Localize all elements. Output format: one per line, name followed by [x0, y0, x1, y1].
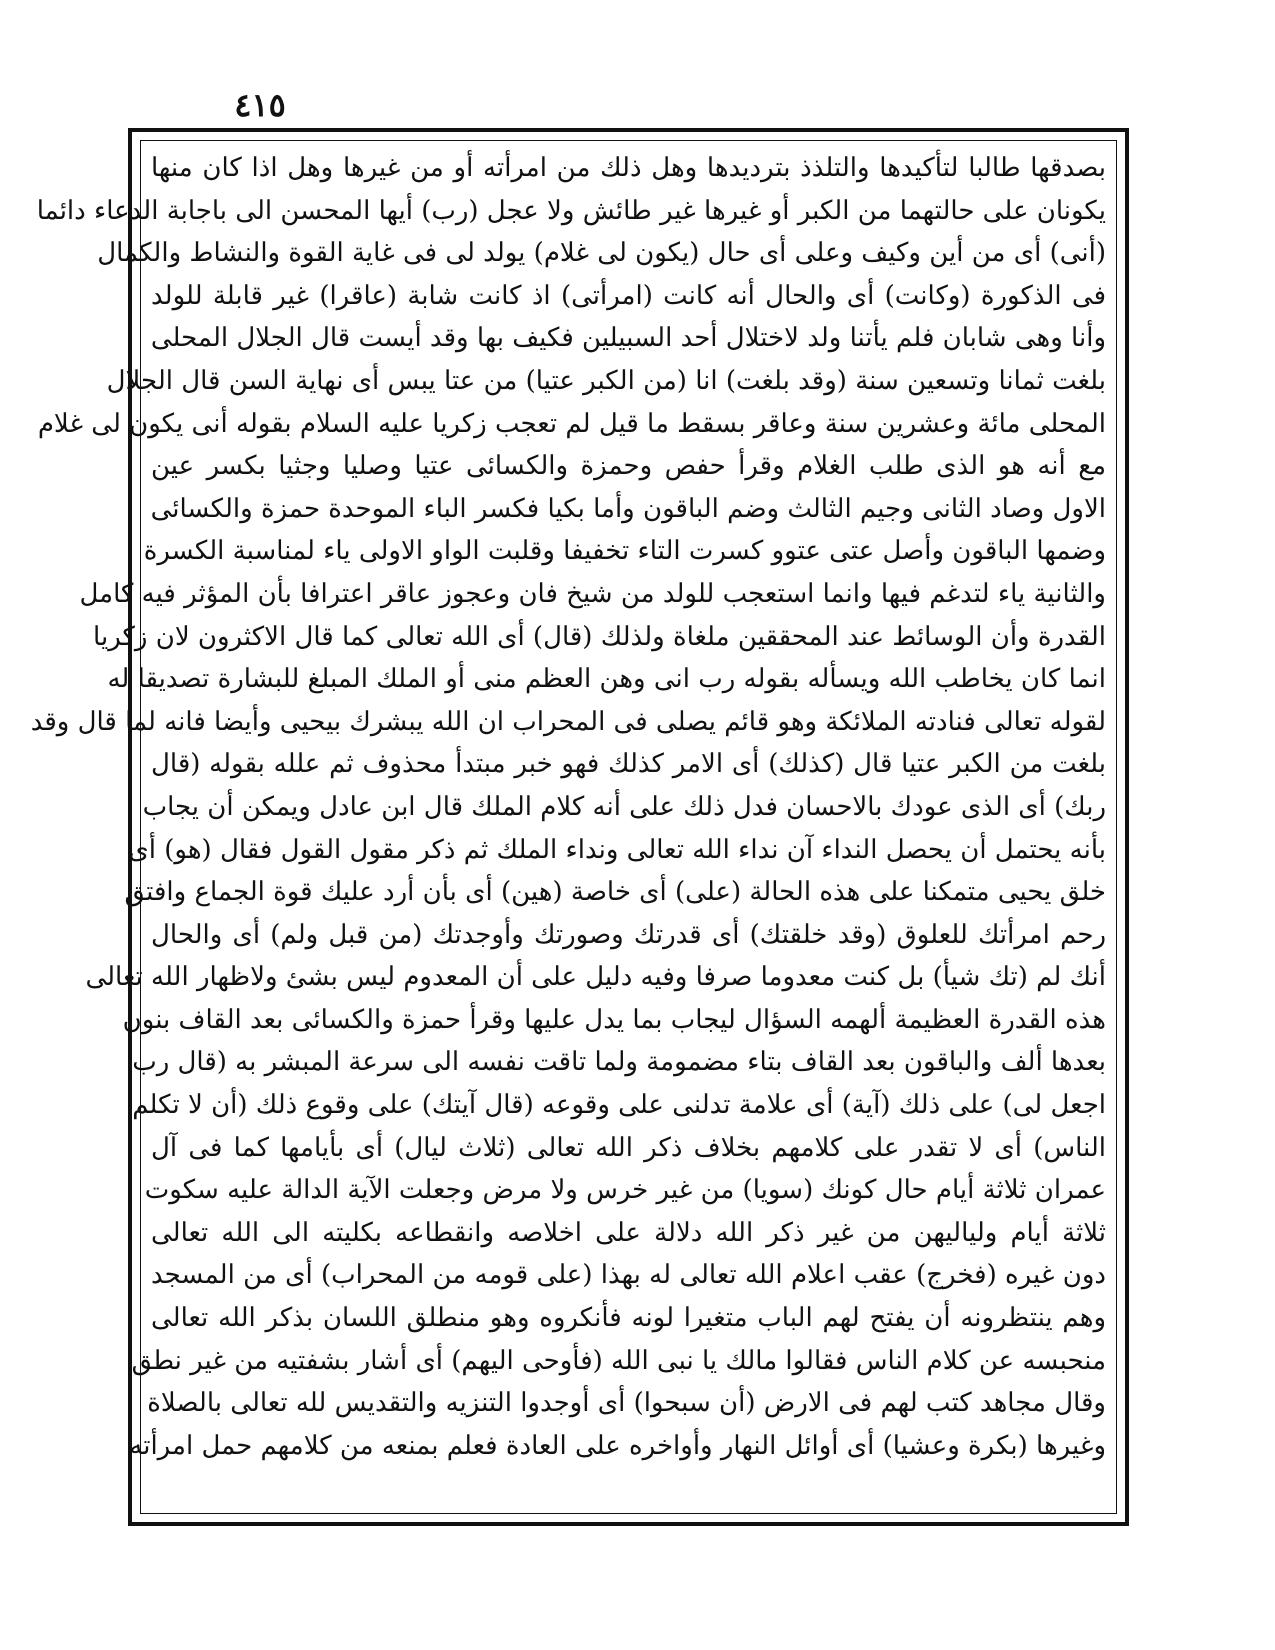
text-line: وضمها الباقون وأصل عتى عتوو كسرت التاء تخفيفا وقلبت الواو الاولى ياء لمناسبة الكسرة — [143, 536, 1106, 567]
text-line: ربك) أى الذى عودك بالاحسان فدل ذلك على أنه كلام الملك قال ابن عادل ويمكن أن يجاب — [142, 791, 1106, 822]
text-line: الاول وصاد الثانى وجيم الثالث وضم الباقون وأما بكيا فكسر الباء الموحدة حمزة والكسائى — [150, 493, 1106, 524]
text-line: بعدها ألف والباقون بعد القاف بتاء مضمومة ولما تاقت نفسه الى سرعة المبشر به (قال رب — [132, 1047, 1106, 1078]
page-number: ٤١٥ — [234, 86, 286, 124]
text-line: مع أنه هو الذى طلب الغلام وقرأ حفص وحمزة والكسائى عتيا وصليا وجثيا بكسر عين — [151, 451, 1106, 482]
text-frame — [30, 140, 1117, 1514]
text-line: وهم ينتظرونه أن يفتح لهم الباب متغيرا لونه فأنكروه وهو منطلق اللسان بذكر الله تعالى — [151, 1303, 1106, 1334]
text-line: هذه القدرة العظيمة ألهمه السؤال ليجاب بما يدل عليها وقرأ حمزة والكسائى بعد القاف بنون — [122, 1004, 1106, 1035]
text-line: منحبسه عن كلام الناس فقالوا مالك يا نبى الله (فأوحى اليهم) أى أشار بشفتيه من غير نطق — [131, 1345, 1106, 1376]
text-line: يكونان على حالتهما من الكبر أو غيرها غير طائش ولا عجل (رب) أيها المحسن الى باجابة الدعاء دائما — [36, 195, 1106, 226]
text-line: أنك لم (تك شيأ) بل كنت معدوما صرفا وفيه دليل على أن المعدوم ليس بشئ ولاظهار الله تعالى — [85, 962, 1106, 993]
text-line: بلغت ثمانا وتسعين سنة (وقد بلغت) انا (من الكبر عتيا) من عتا يبس أى نهاية السن قال الجلال — [106, 365, 1106, 396]
text-line: والثانية ياء لتدغم فيها وانما استعجب للولد من شيخ فان وعجوز عاقر اعترافا بأن المؤثر فيه كامل — [79, 578, 1106, 609]
text-line: دون غيره (فخرج) عقب اعلام الله تعالى له بهذا (على قومه من المحراب) أى من المسجد — [151, 1260, 1106, 1291]
text-line: بلغت من الكبر عتيا قال (كذلك) أى الامر كذلك فهو خبر مبتدأ محذوف ثم علله بقوله (قال — [151, 749, 1106, 780]
text-line: رحم امرأتك للعلوق (وقد خلقتك) أى قدرتك وصورتك وأوجدتك (من قبل ولم) أى والحال — [151, 919, 1106, 950]
text-line: (أنى) أى من أين وكيف وعلى أى حال (يكون لى غلام) يولد لى فى غاية القوة والنشاط والكمال — [97, 238, 1106, 269]
text-line: اجعل لى) على ذلك (آية) أى علامة تدلنى على وقوعه (قال آيتك) على وقوع ذلك (أن لا تكلم — [132, 1090, 1106, 1121]
text-line: المحلى مائة وعشرين سنة وعاقر بسقط ما قيل لم تعجب زكريا عليه السلام بقوله أنى يكون لى غلام — [37, 408, 1106, 439]
text-line: عمران ثلاثة أيام حال كونك (سويا) من غير خرس ولا مرض وجعلت الآية الدالة عليه سكوت — [144, 1175, 1106, 1206]
text-line: خلق يحيى متمكنا على هذه الحالة (على) أى خاصة (هين) أى بأن أرد عليك قوة الجماع وافتق — [124, 877, 1106, 908]
text-line: ثلاثة أيام ولياليهن من غير ذكر الله دلالة على اخلاصه وانقطاعه بكليته الى الله تعالى — [151, 1217, 1106, 1248]
text-line: بأنه يحتمل أن يحصل النداء آن نداء الله تعالى ونداء الملك ثم ذكر مقول القول فقال (هو) أى — [128, 834, 1106, 865]
text-line: الناس) أى لا تقدر على كلامهم بخلاف ذكر الله تعالى (ثلاث ليال) أى بأيامها كما فى آل — [151, 1132, 1106, 1163]
text-line: بصدقها طالبا لتأكيدها والتلذذ بترديدها وهل ذلك من امرأته أو من غيرها وهل اذا كان منها — [151, 153, 1106, 183]
text-line: فى الذكورة (وكانت) أى والحال أنه كانت (امرأتى) اذ كانت شابة (عاقرا) غير قابلة للولد — [151, 280, 1106, 311]
text-line: انما كان يخاطب الله ويسأله بقوله رب انى وهن العظم منى أو الملك المبلغ للبشارة تصديقا له — [107, 664, 1106, 695]
text-body — [30, 147, 1106, 1467]
text-line: وغيرها (بكرة وعشيا) أى أوائل النهار وأواخره على العادة فعلم بمنعه من كلامهم حمل امرأته — [129, 1430, 1106, 1461]
text-line: القدرة وأن الوسائط عند المحققين ملغاة ولذلك (قال) أى الله تعالى كما قال الاكثرون لان زكريا — [93, 621, 1106, 652]
text-line: لقوله تعالى فنادته الملائكة وهو قائم يصلى فى المحراب ان الله يبشرك بيحيى وأيضا فانه لما قال وقد — [30, 706, 1106, 737]
text-line: وأنا وهى شابان فلم يأتنا ولد لاختلال أحد السبيلين فكيف بها وقد أيست قال الجلال المحلى — [150, 323, 1106, 354]
text-line: وقال مجاهد كتب لهم فى الارض (أن سبحوا) أى أوجدوا التنزيه والتقديس لله تعالى بالصلاة — [147, 1388, 1106, 1419]
page-frame — [30, 128, 1129, 1526]
